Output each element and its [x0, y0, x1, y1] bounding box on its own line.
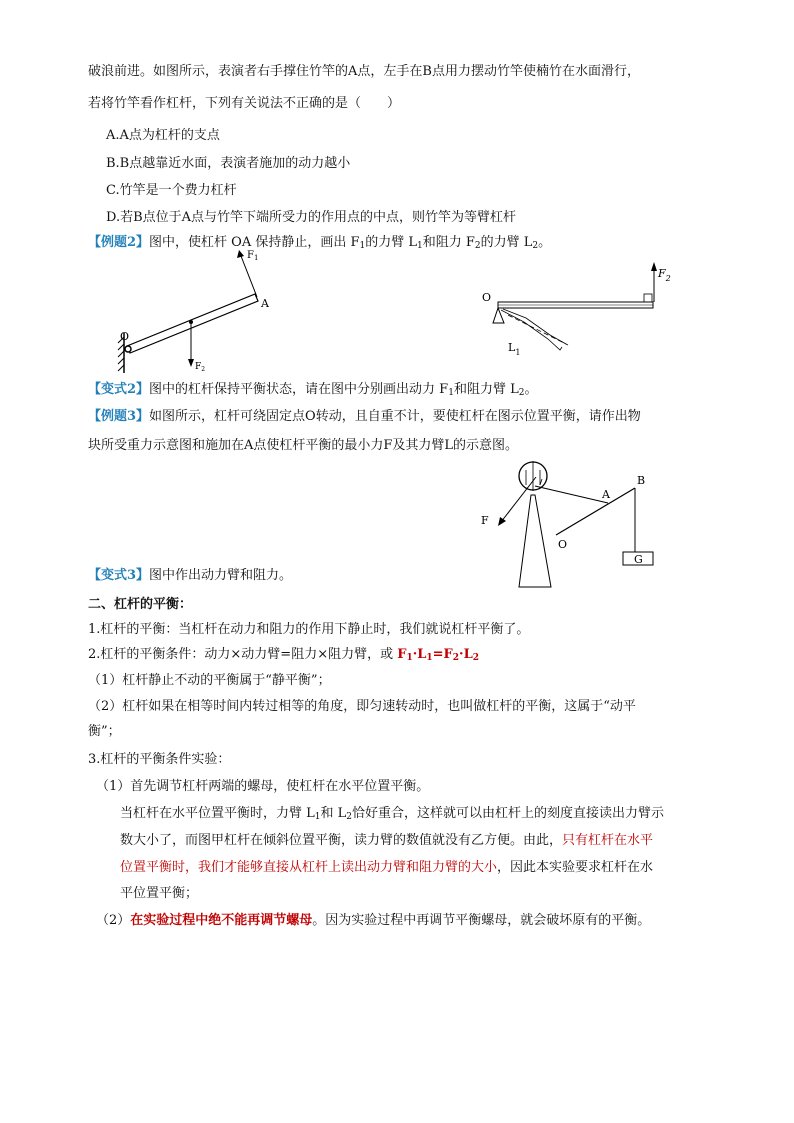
variant-3: 【变式3】图中作出动力臂和阻力。: [88, 568, 293, 583]
intro-line-1: 破浪前进。如图所示，表演者右手撑住竹竿的A点，左手在B点用力摆动竹竿使楠竹在水面滑行，: [88, 64, 640, 79]
example-3-line-1: 【例题3】如图所示，杠杆可绕固定点O转动，且自重不计，要使杠杆在图示位置平衡，请作出物: [88, 409, 641, 424]
fig3-label-o: O: [558, 538, 568, 551]
fig2-label-f2: $F_2$: [658, 267, 671, 283]
intro-line-2: 若将竹竿看作杠杆，下列有关说法不正确的是（ ）: [88, 96, 401, 111]
example-2: 【例题2】图中，使杠杆 OA 保持静止，画出 $F_1$的力臂 $L_1$和阻力 $F_2$的力臂 $L_2$。: [88, 235, 552, 251]
item-2: 2.杠杆的平衡条件：动力×动力臂=阻力×阻力臂，或 $F_1\cdot L_1=F_2\cdot L_2$: [88, 647, 479, 663]
fig1-label-f1: $F_1$: [247, 250, 259, 262]
example-3-line-2: 块所受重力示意图和施加在A点使杠杆平衡的最小力F及其力臂L的示意图。: [88, 438, 519, 453]
option-d: D.若B点位于A点与竹竿下端所受力的作用点的中点，则竹竿为等臂杠杆: [106, 210, 517, 225]
item-3-2: （2）在实验过程中绝不能再调节螺母。因为实验过程中再调节平衡螺母，就会破坏原有的平衡。: [96, 913, 651, 928]
item-2-2-line-2: 衡”；: [88, 724, 121, 739]
para-line-1: 当杠杆在水平位置平衡时，力臂 $L_1$和 $L_2$恰好重合，这样就可以由杠杆上的刻度直接读出力臂示: [120, 806, 665, 822]
example-3-tag: 【例题3】: [88, 409, 150, 424]
para-line-4: 平位置平衡；: [120, 886, 199, 901]
fig1-label-a: A: [261, 297, 269, 310]
option-b: B.B点越靠近水面，表演者施加的动力越小: [106, 156, 351, 171]
item-3-1: （1）首先调节杠杆两端的螺母，使杠杆在水平位置平衡。: [96, 779, 430, 794]
fig2-label-l1: $L_1$: [508, 341, 521, 357]
variant-2-tag: 【变式2】: [88, 382, 150, 397]
fig3-label-a: A: [602, 488, 610, 501]
item-2-2-line-1: （2）杠杆如果在相等时间内转过相等的角度，即匀速转动时，也叫做杠杆的平衡，这属于“动平: [88, 699, 636, 714]
figure-lever-tower: [478, 455, 678, 590]
figure-lever-oa: [110, 245, 280, 375]
para-line-3: 位置平衡时，我们才能够直接从杠杆上读出动力臂和阻力臂的大小，因此本实验要求杠杆在水: [120, 860, 654, 875]
balance-formula: $F_1\cdot L_1=F_2\cdot L_2$: [397, 647, 479, 663]
option-c: C.竹竿是一个费力杠杆: [106, 183, 237, 198]
item-1: 1.杠杆的平衡：当杠杆在动力和阻力的作用下静止时，我们就说杠杆平衡了。: [88, 622, 530, 637]
example-2-tag: 【例题2】: [88, 235, 150, 250]
item-3: 3.杠杆的平衡条件实验：: [88, 752, 231, 767]
fig3-label-f: F: [481, 514, 489, 527]
fig2-label-o: O: [482, 291, 492, 304]
variant-2: 【变式2】图中的杠杆保持平衡状态，请在图中分别画出动力 $F_1$和阻力臂 $L_2$。: [88, 382, 538, 398]
figure-lever-horizontal: [478, 255, 678, 360]
fig3-label-g: G: [634, 553, 643, 566]
fig1-label-f2: $F_2$: [195, 362, 206, 373]
section-2-heading: 二、杠杆的平衡：: [88, 597, 193, 612]
option-a: A.A点为杠杆的支点: [106, 128, 220, 143]
fig1-label-o: O: [120, 330, 130, 343]
para-line-2: 数大小了，而图甲杠杆在倾斜位置平衡，读力臂的数值就没有乙方便。由此，只有杠杆在水平: [120, 833, 654, 848]
fig3-label-b: B: [637, 474, 646, 487]
variant-3-tag: 【变式3】: [88, 568, 150, 583]
item-2-1: （1）杠杆静止不动的平衡属于“静平衡”；: [88, 673, 331, 688]
